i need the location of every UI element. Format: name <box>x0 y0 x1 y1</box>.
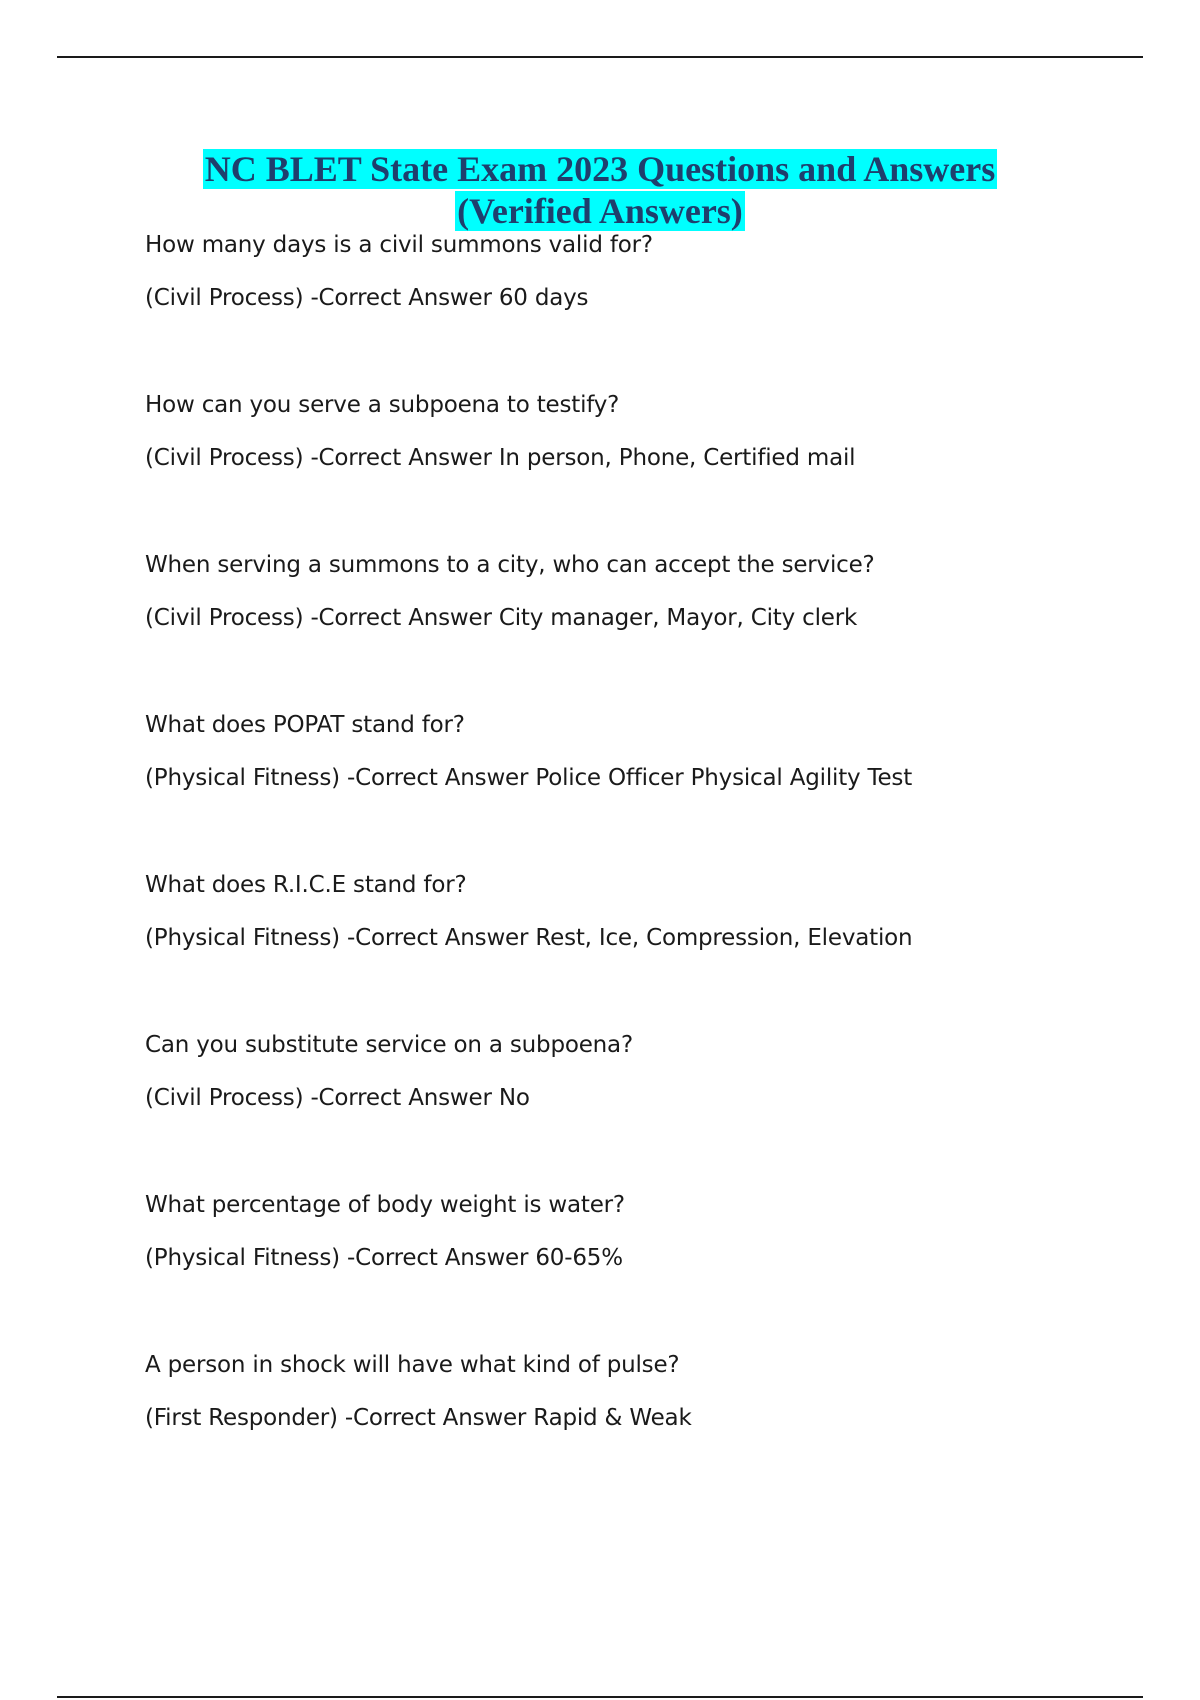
qa-item <box>145 1030 1105 1190</box>
question-text: A person in shock will have what kind of pulse? <box>145 1352 680 1378</box>
question-text: What does POPAT stand for? <box>145 712 465 738</box>
question-text: Can you substitute service on a subpoena? <box>145 1032 633 1058</box>
title-line-1: NC BLET State Exam 2023 Questions and Answers <box>204 149 996 189</box>
answer-text: (Civil Process) -Correct Answer No <box>145 1085 530 1111</box>
qa-list <box>145 230 1105 1510</box>
qa-item <box>145 1350 1105 1510</box>
answer-text: (Civil Process) -Correct Answer City manager, Mayor, City clerk <box>145 605 858 631</box>
answer-text: (Civil Process) -Correct Answer In person, Phone, Certified mail <box>145 445 856 471</box>
question-text: What does R.I.C.E stand for? <box>145 872 467 898</box>
question-text: When serving a summons to a city, who can accept the service? <box>145 552 875 578</box>
qa-item <box>145 390 1105 550</box>
question-text: How many days is a civil summons valid for? <box>145 232 653 258</box>
answer-text: (Physical Fitness) -Correct Answer Police Officer Physical Agility Test <box>145 765 913 791</box>
answer-text: (First Responder) -Correct Answer Rapid & Weak <box>145 1405 692 1431</box>
footer-rule <box>57 1696 1143 1698</box>
answer-text: (Physical Fitness) -Correct Answer 60-65% <box>145 1245 623 1271</box>
qa-item <box>145 870 1105 1030</box>
qa-item <box>145 550 1105 710</box>
qa-item <box>145 230 1105 390</box>
answer-text: (Civil Process) -Correct Answer 60 days <box>145 285 589 311</box>
title-line-2: (Verified Answers) <box>457 191 743 231</box>
document-title <box>100 148 1100 232</box>
qa-item <box>145 1190 1105 1350</box>
qa-item <box>145 710 1105 870</box>
question-text: What percentage of body weight is water? <box>145 1192 625 1218</box>
answer-text: (Physical Fitness) -Correct Answer Rest, Ice, Compression, Elevation <box>145 925 913 951</box>
question-text: How can you serve a subpoena to testify? <box>145 392 620 418</box>
header-rule <box>57 56 1143 58</box>
